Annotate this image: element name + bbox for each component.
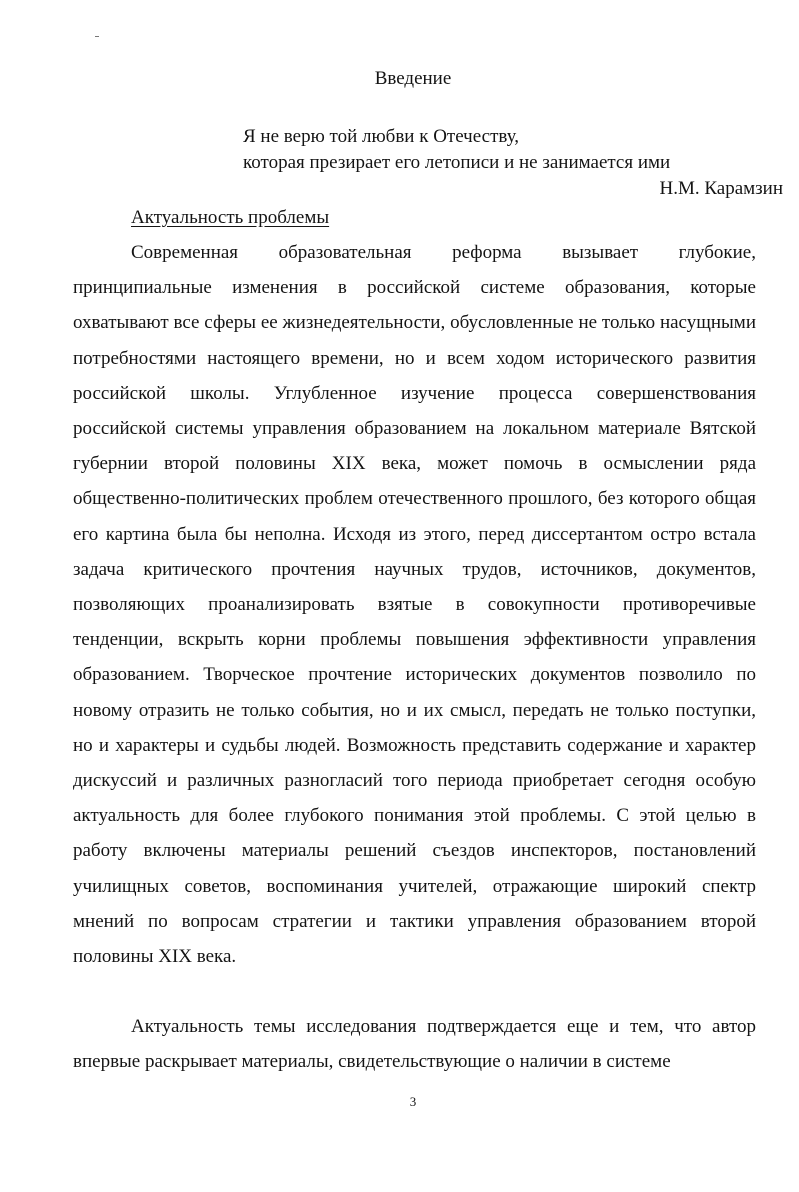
page-heading: Введение [374,68,452,89]
epigraph-author: Н.М. Карамзин [659,178,783,199]
epigraph-line-2: которая презирает его летописи и не занимается ими [243,152,671,173]
body-paragraph-1: Современная образовательная реформа вызывает глубокие, принципиальные изменения в российской системе образования, которые охватывают все сферы ее жизнедеятельности, обусловленные не только насущными потребностями настоящего времени, но и всем ходом исторического развития российской школы. Углубленное изучение процесса совершенствования российской системы управления образованием на локальном материале Вятской губернии второй половины XIX века, может помочь в осмыслении ряда общественно-политических проблем отечественного прошлого, без которого общая его картина была бы неполна. Исходя из этого, перед диссертантом остро встала задача критического прочтения научных трудов, источников, документов, позволяющих проанализировать взятые в совокупности противоречивые тенденции, вскрыть корни проблемы повышения эффективности управления образованием. Творческое прочтение исторических документов позволило по новому отразить не только события, но и их смысл, передать не только поступки, но и характеры и судьбы людей. Возможность представить содержание и характер дискуссий и различных разногласий того периода приобретает сегодня особую актуальность для более глубокого понимания этой проблемы. С этой целью в работу включены материалы решений съездов инспекторов, постановлений училищных советов, воспоминания учителей, отражающие широкий спектр мнений по вопросам стратегии и тактики управления образованием второй половины XIX века. [73,242,756,968]
epigraph [243,124,785,202]
scan-speck [95,36,99,37]
section-title: Актуальность проблемы [131,207,330,228]
body-paragraph-2: Актуальность темы исследования подтверждается еще и тем, что автор впервые раскрывает материалы, свидетельствующие о наличии в системе [73,1016,756,1073]
epigraph-line-1: Я не верю той любви к Отечеству, [243,126,520,147]
page-number: 3 [409,1094,417,1109]
